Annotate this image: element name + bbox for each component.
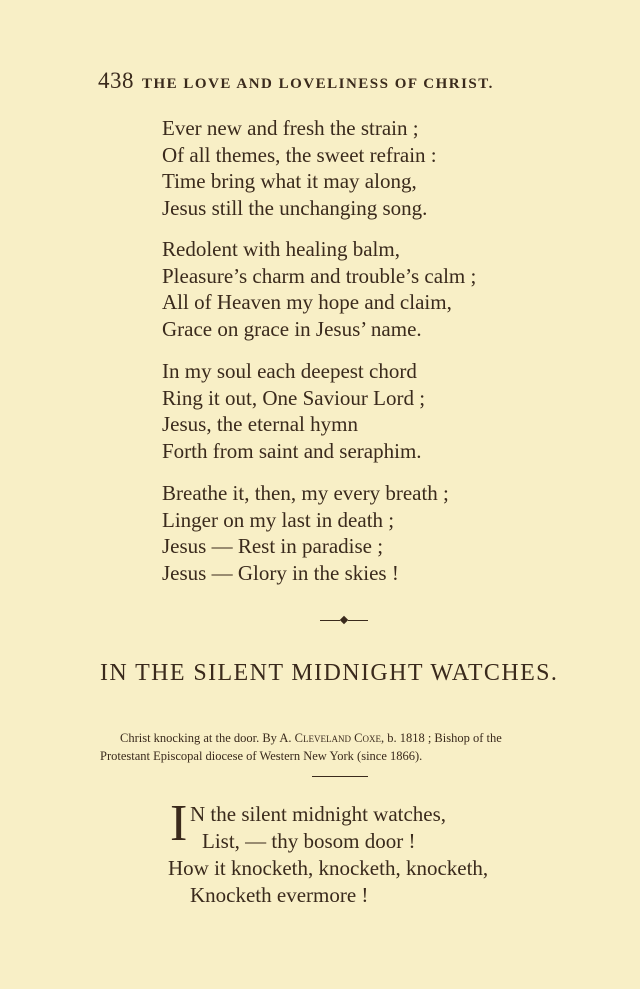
poem-stanza <box>168 795 588 909</box>
verse-line: N the silent midnight watches, <box>190 802 447 826</box>
page-number: 438 <box>98 68 134 93</box>
verse-line: Time bring what it may along, <box>162 169 417 193</box>
section-divider-ornament <box>320 614 370 628</box>
verse-line: Jesus — Rest in paradise ; <box>162 534 384 558</box>
verse-line: Redolent with healing balm, <box>162 237 400 261</box>
stanza-2 <box>162 236 582 342</box>
verse-line: In my soul each deepest chord <box>162 359 417 383</box>
attribution-text: , b. 1818 ; Bishop of the <box>380 731 502 745</box>
verse-line: Jesus, the eternal hymn <box>162 412 358 436</box>
verse-line: Knocketh evermore ! <box>190 883 369 907</box>
stanza-1 <box>162 115 582 221</box>
verse-line: Jesus still the unchanging song. <box>162 195 428 220</box>
verse-line: Ever new and fresh the strain ; <box>162 116 419 140</box>
section-title: IN THE SILENT MIDNIGHT WATCHES. <box>100 660 559 686</box>
attribution-text: Christ knocking at the door. By A. <box>120 731 295 745</box>
verse-line: How it knocketh, knocketh, knocketh, <box>168 856 489 880</box>
attribution-line-1 <box>120 731 620 746</box>
verse-line: Jesus — Glory in the skies ! <box>162 560 399 585</box>
verse-line: Of all themes, the sweet refrain : <box>162 142 437 167</box>
verse-line: Linger on my last in death ; <box>162 507 395 532</box>
author-name: Cleveland Coxe <box>294 731 381 745</box>
verse-line: Grace on grace in Jesus’ name. <box>162 316 422 341</box>
stanza-4 <box>162 480 582 586</box>
drop-cap: I <box>170 795 188 852</box>
attribution-line-2: Protestant Episcopal diocese of Western New York (since 1866). <box>100 749 423 763</box>
stanza-3 <box>162 358 582 464</box>
verse-line: Forth from saint and seraphim. <box>162 438 422 463</box>
page-header <box>98 68 558 94</box>
running-title: THE LOVE AND LOVELINESS OF CHRIST. <box>142 76 494 92</box>
verse-line: List, — thy bosom door ! <box>202 829 416 853</box>
verse-line: Pleasure’s charm and trouble’s calm ; <box>162 263 477 288</box>
verse-line: Ring it out, One Saviour Lord ; <box>162 385 426 410</box>
verse-line: All of Heaven my hope and claim, <box>162 290 452 314</box>
horizontal-rule <box>312 776 368 777</box>
verse-line: Breathe it, then, my every breath ; <box>162 481 449 505</box>
